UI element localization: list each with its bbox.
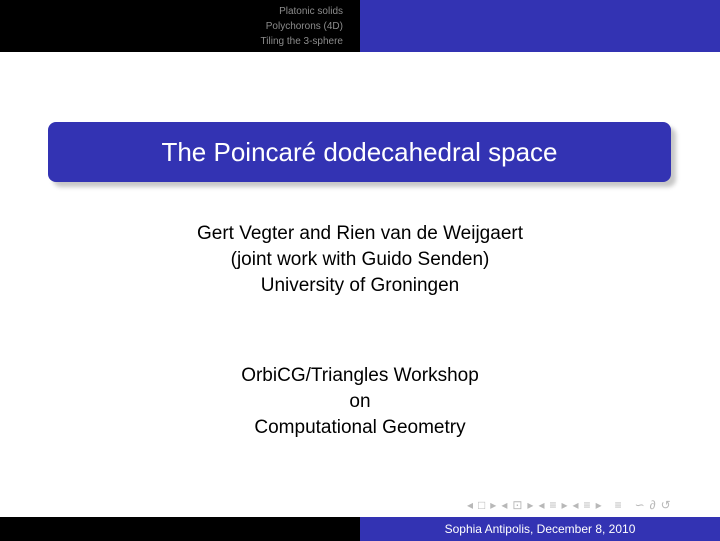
section-icon[interactable]: ≡ <box>549 498 557 512</box>
document-icon[interactable]: ≡ <box>583 498 591 512</box>
nav-section-tiling[interactable]: Tiling the 3-sphere <box>260 35 343 47</box>
author-block <box>0 221 720 299</box>
collaborator-line: (joint work with Guido Senden) <box>230 249 490 270</box>
authors-line: Gert Vegter and Rien van de Weijgaert <box>196 223 523 244</box>
next-section-icon[interactable]: ▸ <box>561 498 568 512</box>
next-subsection-icon[interactable]: ▸ <box>527 498 534 512</box>
section-nav <box>0 0 360 52</box>
slide-title: The Poincaré dodecahedral space <box>161 136 558 167</box>
footer-text: Sophia Antipolis, December 8, 2010 <box>444 522 636 536</box>
footer-bar-right <box>360 517 720 541</box>
prev-document-icon[interactable]: ◂ <box>572 498 579 512</box>
beamer-navigation <box>467 496 671 514</box>
footer-bar <box>0 517 720 541</box>
align-icon[interactable]: ≡ <box>614 498 622 512</box>
search-icon[interactable]: ∽ <box>634 498 645 512</box>
event-on: on <box>349 391 371 412</box>
subsection-icon[interactable]: ⊡ <box>512 498 523 512</box>
event-block <box>0 363 720 441</box>
prev-subsection-icon[interactable]: ◂ <box>501 498 508 512</box>
event-topic: Computational Geometry <box>254 417 466 438</box>
back-icon[interactable]: ∂ <box>649 498 656 512</box>
event-name: OrbiCG/Triangles Workshop <box>241 365 479 386</box>
header-bar <box>0 0 720 52</box>
institution-line: University of Groningen <box>260 275 460 296</box>
forward-icon[interactable]: ↺ <box>660 498 671 512</box>
header-bar-right <box>360 0 720 52</box>
prev-section-icon[interactable]: ◂ <box>538 498 545 512</box>
next-frame-icon[interactable]: ▸ <box>490 498 497 512</box>
frame-icon[interactable]: □ <box>478 498 486 512</box>
nav-section-platonic-solids[interactable]: Platonic solids <box>279 5 343 17</box>
prev-frame-icon[interactable]: ◂ <box>467 498 474 512</box>
title-box <box>48 122 671 182</box>
next-document-icon[interactable]: ▸ <box>595 498 602 512</box>
nav-section-polychorons[interactable]: Polychorons (4D) <box>265 20 343 32</box>
footer-bar-left <box>0 517 360 541</box>
